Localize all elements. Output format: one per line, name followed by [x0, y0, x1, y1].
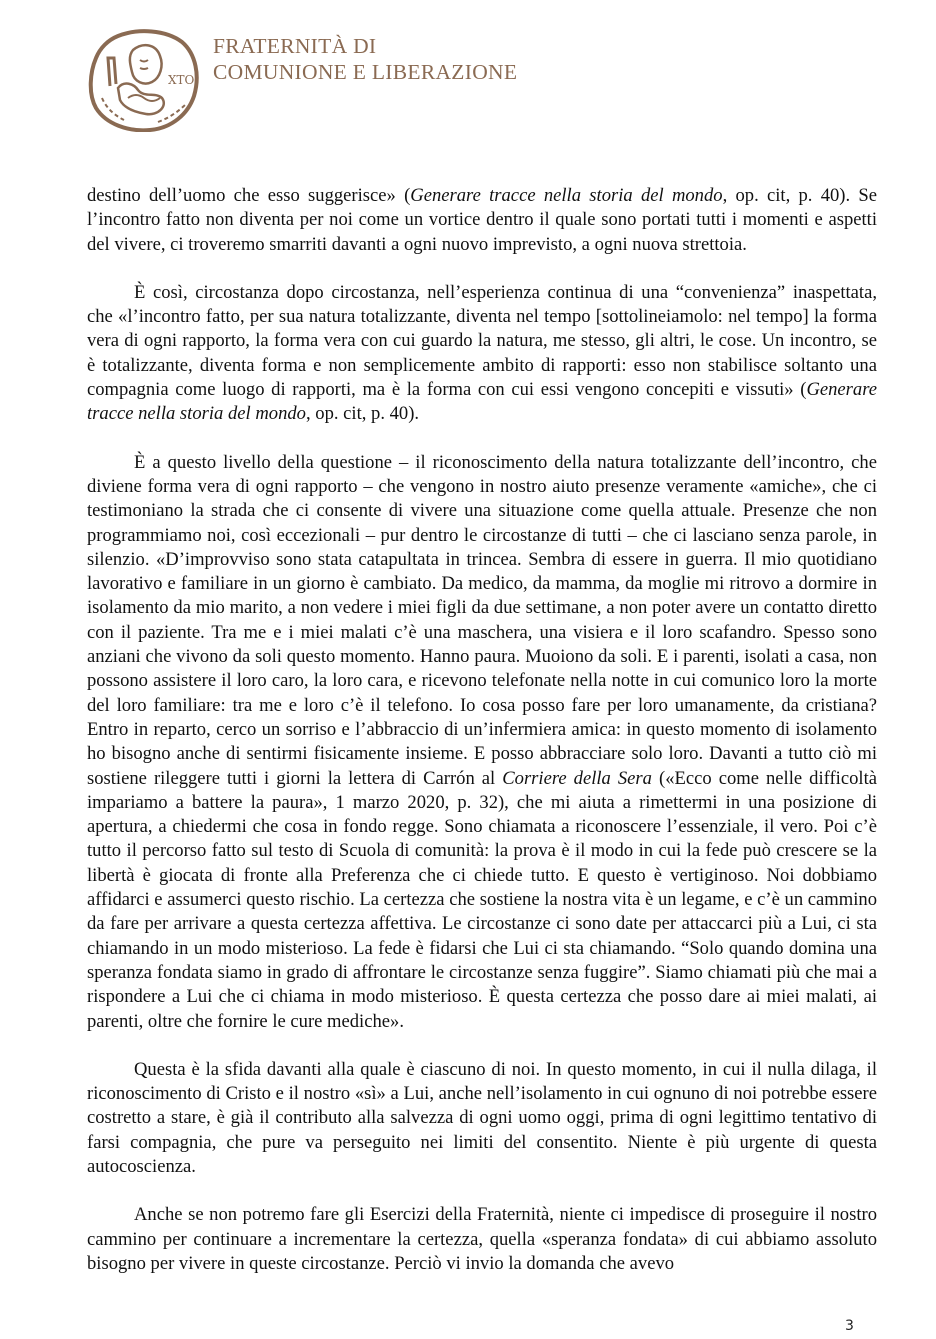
text-run: È a questo livello della questione – il riconoscimento della natura totalizzante dell’incontro, che diviene forma vera di ogni rapporto – che vengono in nostro aiuto presenze veramente «amiche», che ci testimoniano la strada che ci consente di vivere una situazione come quella attuale. Presenze che non programmiamo noi, così eccezionali – pur dentro le circostanze di tutti – che ci lasciano senza parole, in silenzio. «D’improvviso sono stata catapultata in trincea. Sembra di essere in guerra. Il mio quotidiano lavorativo e familiare in un giorno è cambiato. Da medico, da mamma, da moglie mi ritrovo a dormire in isolamento da mio marito, a non vedere i miei figli da due settimane, a non poter avere un contatto diretto con il paziente. Tra me e i miei malati c’è una maschera, una visiera e il loro scafandro. Spesso sono anziani che vivono da soli questo momento. Hanno paura. Muoiono da soli. E i parenti, isolati a casa, non possono assistere il loro caro, la loro cara, e ricevono telefonate nella notte in cui comunico loro la morte del loro familiare: tra me e loro c’è il telefono. Io cosa posso fare per loro umanamente, da cristiana? Entro in reparto, cerco un sorriso e l’abbraccio di un’infermiera amica: in questo momento di isolamento ho bisogno anche di sentirmi fisicamente insieme. E posso abbracciare solo loro. Davanti a tutto ciò mi sostiene rileggere tutti i giorni la lettera di Carrón al [87, 451, 877, 789]
paragraph [87, 451, 877, 1034]
letter-body [87, 184, 877, 1300]
letterhead [0, 0, 936, 170]
organization-name [213, 33, 517, 85]
text-run: («Ecco come nelle difficoltà impariamo a battere la paura», 1 marzo 2020, p. 32), che mi aiuta a rimettermi in una posizione di apertura, a chiedermi che cosa in fondo regge. Sono chiamata a riconoscere l’essenziale, il vero. Poi c’è tutto il percorso fatto sul testo di Scuola di comunità: la prova è il modo in cui la fede può crescere se la libertà è giocata di fronte alla Preferenza che ci chiede tutto. E questo è vertiginoso. Noi dobbiamo affidarci e assumerci questo rischio. La certezza che sostiene la nostra vita è un legame, e c’è un cammino da fare per arrivare a questa certezza affettiva. Le circostanze ci sono date per attaccarci più a Lui, ci sta chiamando in un modo misterioso. La fede è fidarsi che Lui ci sta chiamando. “Solo quando domina una speranza fondata siamo in grado di affrontare le circostanze senza fuggire”. Siamo chiamati più che mai a rispondere a Lui che ci chiama in modo misterioso. È questa certezza che posso dare ai miei malati, ai parenti, oltre che fornire le cure mediche». [87, 767, 877, 1032]
seal-lettering: XTO [168, 73, 195, 87]
paragraph [87, 1058, 877, 1179]
text-run: Anche se non potremo fare gli Esercizi della Fraternità, niente ci impedisce di proseguire il nostro cammino per continuare a incrementare la certezza, quella «speranza fondata» di cui abbiamo assoluto bisogno per vivere in queste circostanze. Perciò vi invio la domanda che avevo [87, 1204, 877, 1274]
text-run: , op. cit, p. 40). [305, 403, 420, 425]
paragraph [87, 1203, 877, 1276]
page-number: 3 [845, 1318, 854, 1334]
paragraph [87, 281, 877, 427]
italic-title: Corriere della Sera [502, 767, 652, 789]
text-run: destino dell’uomo che esso suggerisce» ( [87, 185, 411, 206]
org-name-line2: COMUNIONE E LIBERAZIONE [213, 60, 518, 84]
text-run: , op. cit, p. 40). Se l’incontro fatto non diventa per noi come un vortice dentro il quale sono portati tutti i momenti e aspetti del vivere, ci troveremo smarriti davanti a ogni nuovo imprevisto, a ogni nuova strettoia. [87, 185, 878, 255]
fraternity-seal-logo [88, 28, 200, 132]
italic-title: Generare tracce nella storia del mondo [410, 185, 723, 206]
text-run: Questa è la sfida davanti alla quale è ciascuno di noi. In questo momento, in cui il nulla dilaga, il riconoscimento di Cristo e il nostro «sì» a Lui, anche nell’isolamento in cui ognuno di noi potrebbe essere costretto a stare, è già il contributo alla salvezza di ogni uomo oggi, prima di ogni legittimo tentativo di farsi compagnia, che pure va perseguito nei limiti del consentito. Niente è più urgente di questa autocoscienza. [87, 1058, 877, 1177]
paragraph [87, 184, 877, 257]
text-run: È così, circostanza dopo circostanza, nell’esperienza continua di una “convenienza” inaspettata, che «l’incontro fatto, per sua natura totalizzante, diventa nel tempo [sottolineiamolo: nel tempo] la forma vera di ogni rapporto, la forma vera con cui guardo la natura, me stesso, gli altri, le cose. Un incontro, se è totalizzante, diventa forma e non semplicemente ambito di rapporti: esso non stabilisce soltanto una compagnia come luogo di rapporti, ma è la forma con cui essi vengono concepiti e vissuti» ( [87, 281, 877, 401]
italic-title: Generare tracce nella storia del mondo [87, 379, 877, 425]
org-name-line1: FRATERNITÀ DI [213, 34, 377, 58]
